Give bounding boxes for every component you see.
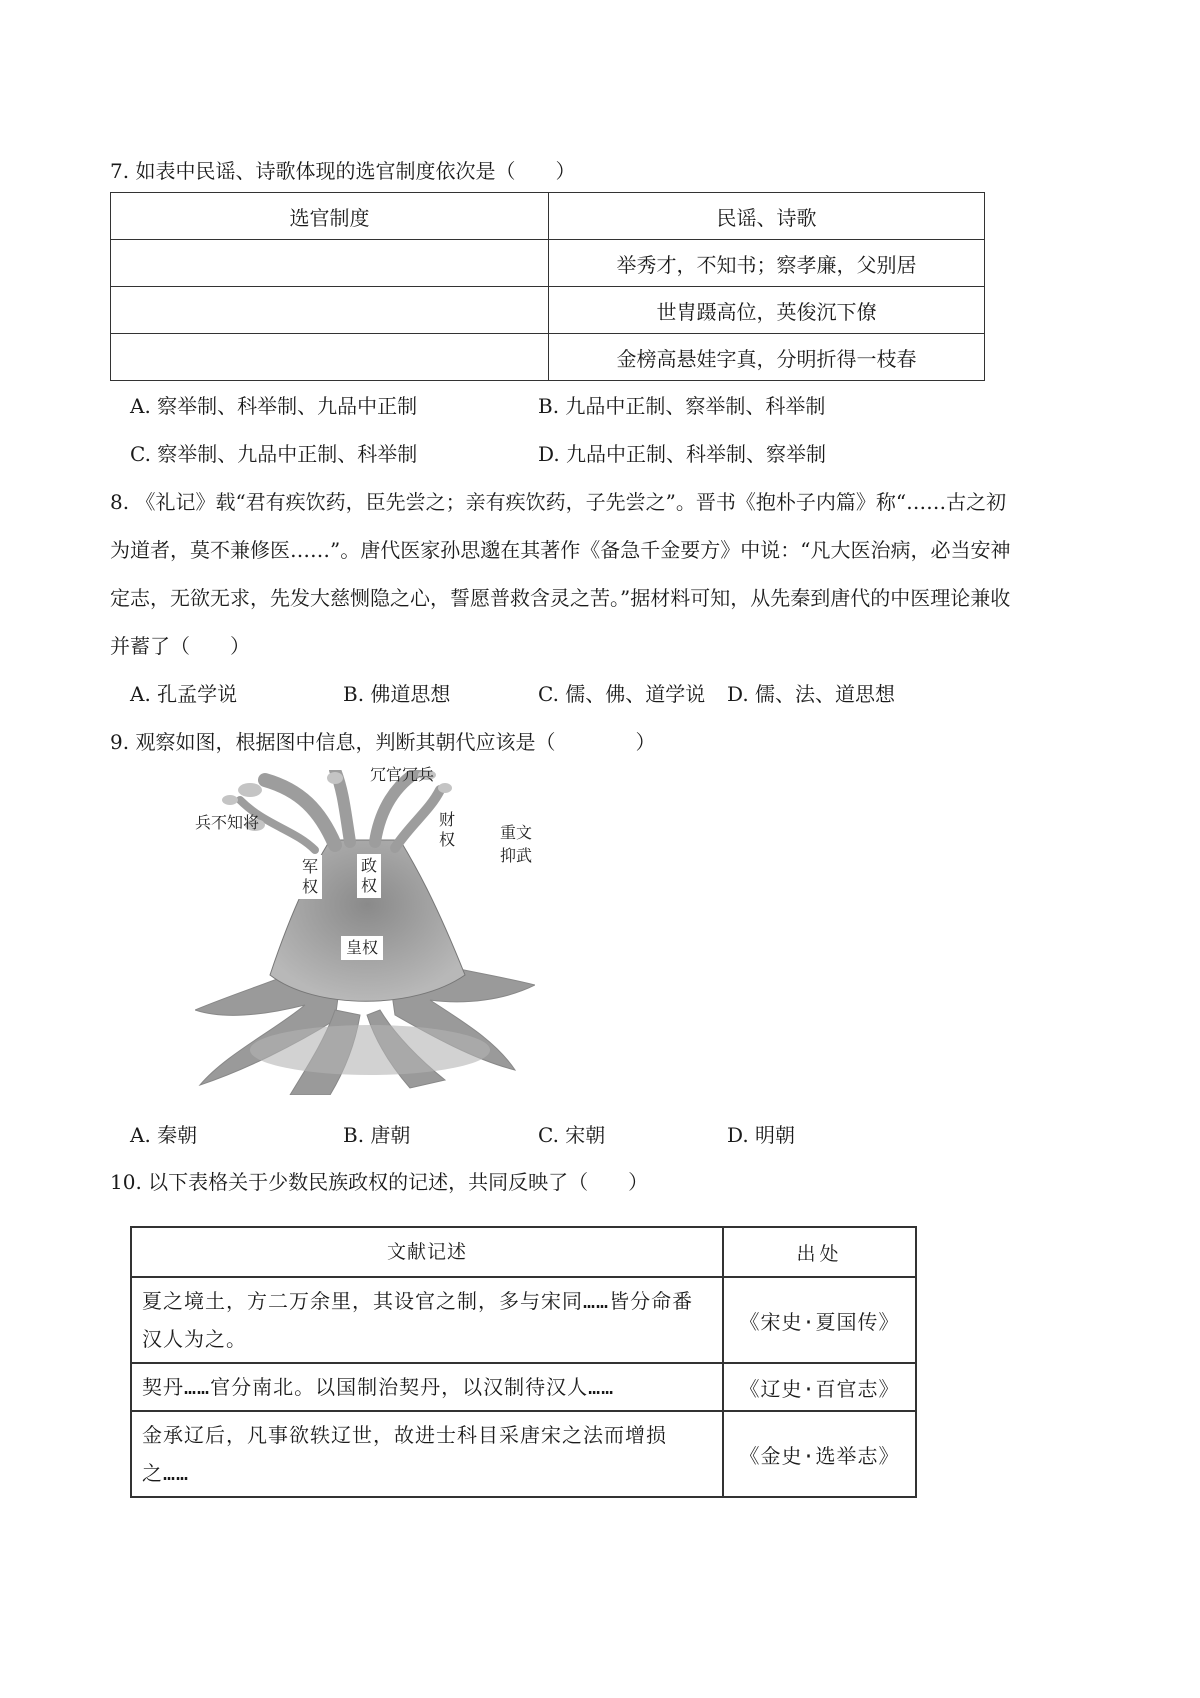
table-cell: 契丹……官分南北。以国制治契丹，以汉制待汉人…… [131,1363,723,1411]
q7-stem: 7. 如表中民谣、诗歌体现的选官制度依次是（ ） [110,159,576,183]
table-row [111,334,985,381]
q8-option-a[interactable]: A. 孔孟学说 [130,682,238,706]
q8-option-c[interactable]: C. 儒、佛、道学说 [538,682,706,706]
table-cell: 世胄蹑高位，英俊沉下僚 [549,287,985,334]
q8-line-4: 并蓄了（ ） [110,634,250,658]
table-cell: 举秀才，不知书；察孝廉，父别居 [549,240,985,287]
q9-stem: 9. 观察如图，根据图中信息，判断其朝代应该是（ ） [110,730,656,754]
q7-option-b[interactable]: B. 九品中正制、察举制、科举制 [538,394,826,418]
q9-option-a[interactable]: A. 秦朝 [130,1123,198,1147]
tree-label-right: 重文抑武 [500,823,533,865]
table-header-row [111,193,985,240]
q8-option-b[interactable]: B. 佛道思想 [343,682,451,706]
q10-stem: 10. 以下表格关于少数民族政权的记述，共同反映了（ ） [110,1170,649,1194]
table-cell [111,287,549,334]
table-cell: 金榜高悬娃字真，分明折得一枝春 [549,334,985,381]
q9-tree-figure [195,765,535,1095]
table-cell: 金承辽后，凡事欲轶辽世，故进士科目采唐宋之法而增损之…… [131,1411,723,1497]
q10-table [130,1226,917,1498]
tree-label-left: 兵不知将 [195,813,260,832]
q8-line-2: 为道者，莫不兼修医……”。唐代医家孙思邈在其著作《备急千金要方》中说：“凡大医治病，必当安神 [110,538,1011,562]
table-header-cell: 民谣、诗歌 [549,193,985,240]
q7-option-a[interactable]: A. 察举制、科举制、九品中正制 [130,394,418,418]
q8-option-d[interactable]: D. 儒、法、道思想 [727,682,896,706]
q8-line-3: 定志，无欲无求，先发大慈恻隐之心，誓愿普救含灵之苦。”据材料可知，从先秦到唐代的中医理论兼收 [110,586,1011,610]
table-header-cell: 出处 [723,1227,916,1277]
table-row [131,1411,916,1497]
table-header-cell: 文献记述 [131,1227,723,1277]
q9-option-d[interactable]: D. 明朝 [727,1123,796,1147]
q8-line-1: 8. 《礼记》载“君有疾饮药，臣先尝之；亲有疾饮药，子先尝之”。晋书《抱朴子内篇》称“……古之初 [110,490,1007,514]
q7-option-c[interactable]: C. 察举制、九品中正制、科举制 [130,442,418,466]
tree-label-finance: 财 权 [438,810,455,849]
q7-table [110,192,985,381]
table-cell: 《金史·选举志》 [723,1411,916,1497]
table-header-cell: 选官制度 [111,193,549,240]
table-cell [111,334,549,381]
table-row [111,287,985,334]
tree-label-imperial: 皇权 [341,936,383,960]
table-row [131,1277,916,1363]
tree-label-military: 军 权 [298,855,322,899]
q7-option-d[interactable]: D. 九品中正制、科举制、察举制 [538,442,827,466]
table-row [111,240,985,287]
tree-label-top: 冗官冗兵 [370,765,435,784]
q9-option-b[interactable]: B. 唐朝 [343,1123,411,1147]
table-cell: 夏之境土，方二万余里，其设官之制，多与宋同……皆分命番汉人为之。 [131,1277,723,1363]
table-header-row [131,1227,916,1277]
table-cell: 《宋史·夏国传》 [723,1277,916,1363]
q9-option-c[interactable]: C. 宋朝 [538,1123,606,1147]
tree-label-politics: 政 权 [357,854,381,898]
table-row [131,1363,916,1411]
table-cell [111,240,549,287]
table-cell: 《辽史·百官志》 [723,1363,916,1411]
